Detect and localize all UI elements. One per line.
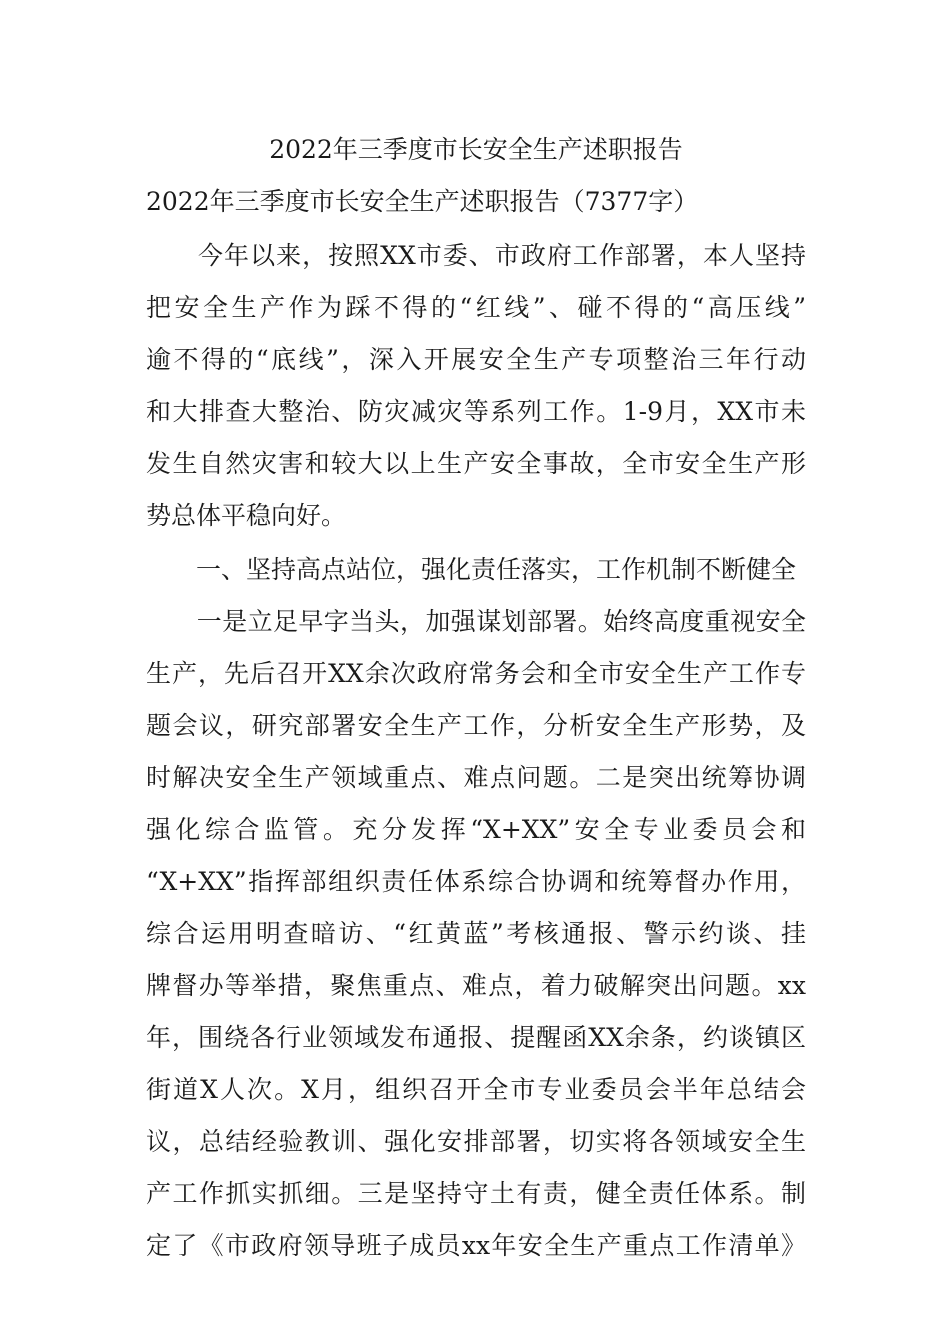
paragraph-line: 综合运用明查暗访、“红黄蓝”考核通报、警示约谈、挂 [146,919,806,948]
paragraph-line: 产工作抓实抓细。三是坚持守土有责，健全责任体系。制 [146,1179,806,1208]
paragraph-line: 势总体平稳向好。 [146,501,347,530]
document-subtitle: 2022年三季度市长安全生产述职报告（7377字） [146,187,699,216]
paragraph-line: 题会议，研究部署安全生产工作，分析安全生产形势，及 [146,711,806,740]
paragraph-line: 年，围绕各行业领域发布通报、提醒函XX余条，约谈镇区 [146,1023,806,1052]
paragraph-line: 定了《市政府领导班子成员xx年安全生产重点工作清单》 [146,1231,806,1260]
document-body [146,124,806,1272]
paragraph-intro [146,230,806,542]
paragraph-line: 逾不得的“底线”，深入开展安全生产专项整治三年行动 [146,345,806,374]
paragraph-line: 议，总结经验教训、强化安排部署，切实将各领域安全生 [146,1127,806,1156]
paragraph-line: 街道X人次。X月，组织召开全市专业委员会半年总结会 [146,1075,806,1104]
document-title: 2022年三季度市长安全生产述职报告 [269,135,683,164]
paragraph-line: 牌督办等举措，聚焦重点、难点，着力破解突出问题。xx [146,971,806,1000]
paragraph-line: 和大排查大整治、防灾减灾等系列工作。1-9月，XX市未 [146,397,806,426]
paragraph-section-1 [146,596,806,1272]
paragraph-line: 把安全生产作为踩不得的“红线”、碰不得的“高压线” [146,293,806,322]
section-heading-1 [146,544,806,596]
paragraph-line: 时解决安全生产领域重点、难点问题。二是突出统筹协调 [146,763,806,792]
paragraph-line: 生产，先后召开XX余次政府常务会和全市安全生产工作专 [146,659,806,688]
paragraph-line: 今年以来，按照XX市委、市政府工作部署，本人坚持 [146,241,806,270]
paragraph-line: 一是立足早字当头，加强谋划部署。始终高度重视安全 [146,607,806,636]
paragraph-line: 发生自然灾害和较大以上生产安全事故，全市安全生产形 [146,449,806,478]
paragraph-line: 强化综合监管。充分发挥“X+XX”安全专业委员会和 [146,815,806,844]
paragraph-line: “X+XX”指挥部组织责任体系综合协调和统筹督办作用， [146,867,806,896]
section-heading-line: 一、坚持高点站位，强化责任落实，工作机制不断健全 [146,555,797,584]
